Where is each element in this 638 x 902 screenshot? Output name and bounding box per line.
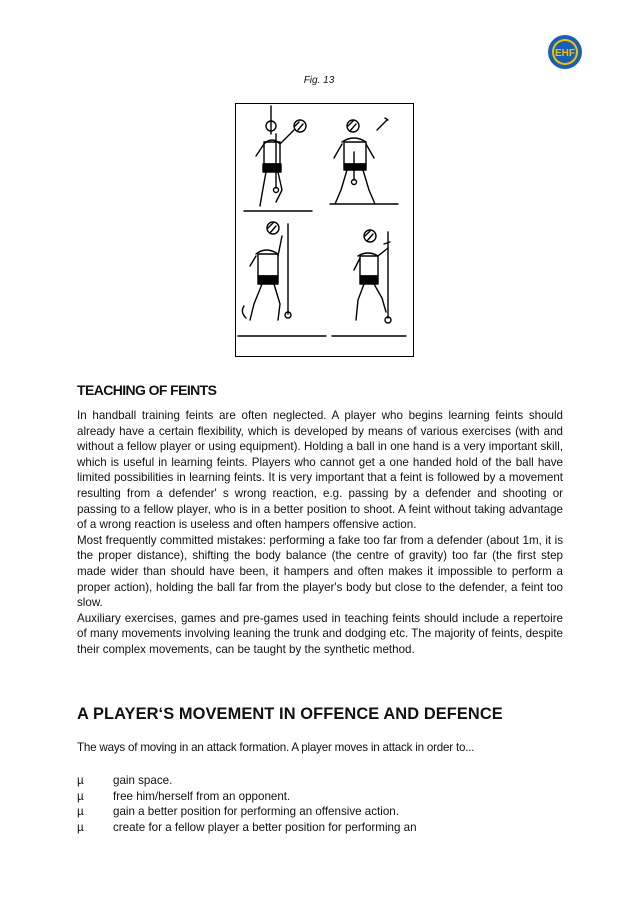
bullet-mark: µ [77,805,84,818]
svg-text:EHF: EHF [555,48,575,59]
figure-player-4 [332,230,406,336]
list-item-text: create for a fellow player a better position for performing an [113,820,417,834]
list-item-text: free him/herself from an opponent. [113,789,291,803]
paragraph: In handball training feints are often neglected. A player who begins learning feints should already have a certain flexibility, which is developed by means of various exercises (with and without a fellow player or using equipment). Holding a ball in one hand is a very important skill, which is useful in learning feints. Players who cannot get a one handed hold of the ball have limited possibilities in learning feints. It is very important that a feint is followed by a movement resulting from a defender' s wrong reaction, e.g. passing by a defender and shooting or passing to a fellow player, who is in a better position to shoot. A feint without taking advantage of a wrong reaction is useless and often hampers offensive action. [77,409,563,532]
bullet-mark: µ [77,774,84,787]
list-item [77,773,417,789]
figure-player-2 [330,118,398,204]
paragraph: Auxiliary exercises, games and pre-games used in teaching feints should include a repertoire of many movements involving leaning the trunk and dodging etc. The majority of feints, despite their complex movements, can be taught by the synthetic method. [77,611,563,656]
figure-player-3 [238,222,326,336]
bullet-mark: µ [77,789,84,803]
paragraph: Most frequently committed mistakes: performing a fake too far from a defender (about 1m, it is the proper distance), shifting the body balance (the centre of gravity) too far (the first step made wider than should have been, it hampers and often makes it impossible to perform a proper action), holding the ball far from the player's body but close to the defender, a feint too slow. [77,533,563,610]
section-body [77,408,563,658]
list-item [77,804,417,820]
intro-text: The ways of moving in an attack formation. A player moves in attack in order to... [77,741,475,754]
bullet-list [77,773,417,835]
figure-illustration [235,103,414,357]
list-item [77,820,417,836]
figure-caption: Fig. 13 [303,75,335,86]
ehf-logo [547,34,583,70]
section-heading-player-movement: A PLAYER‘S MOVEMENT IN OFFENCE AND DEFENCE [77,705,503,723]
list-item [77,789,417,805]
section-heading-teaching-feints: TEACHING OF FEINTS [77,382,217,398]
list-item-text: gain a better position for performing an offensive action. [113,805,399,818]
bullet-mark: µ [77,820,84,834]
figure-player-1 [244,106,312,211]
list-item-text: gain space. [113,774,173,787]
